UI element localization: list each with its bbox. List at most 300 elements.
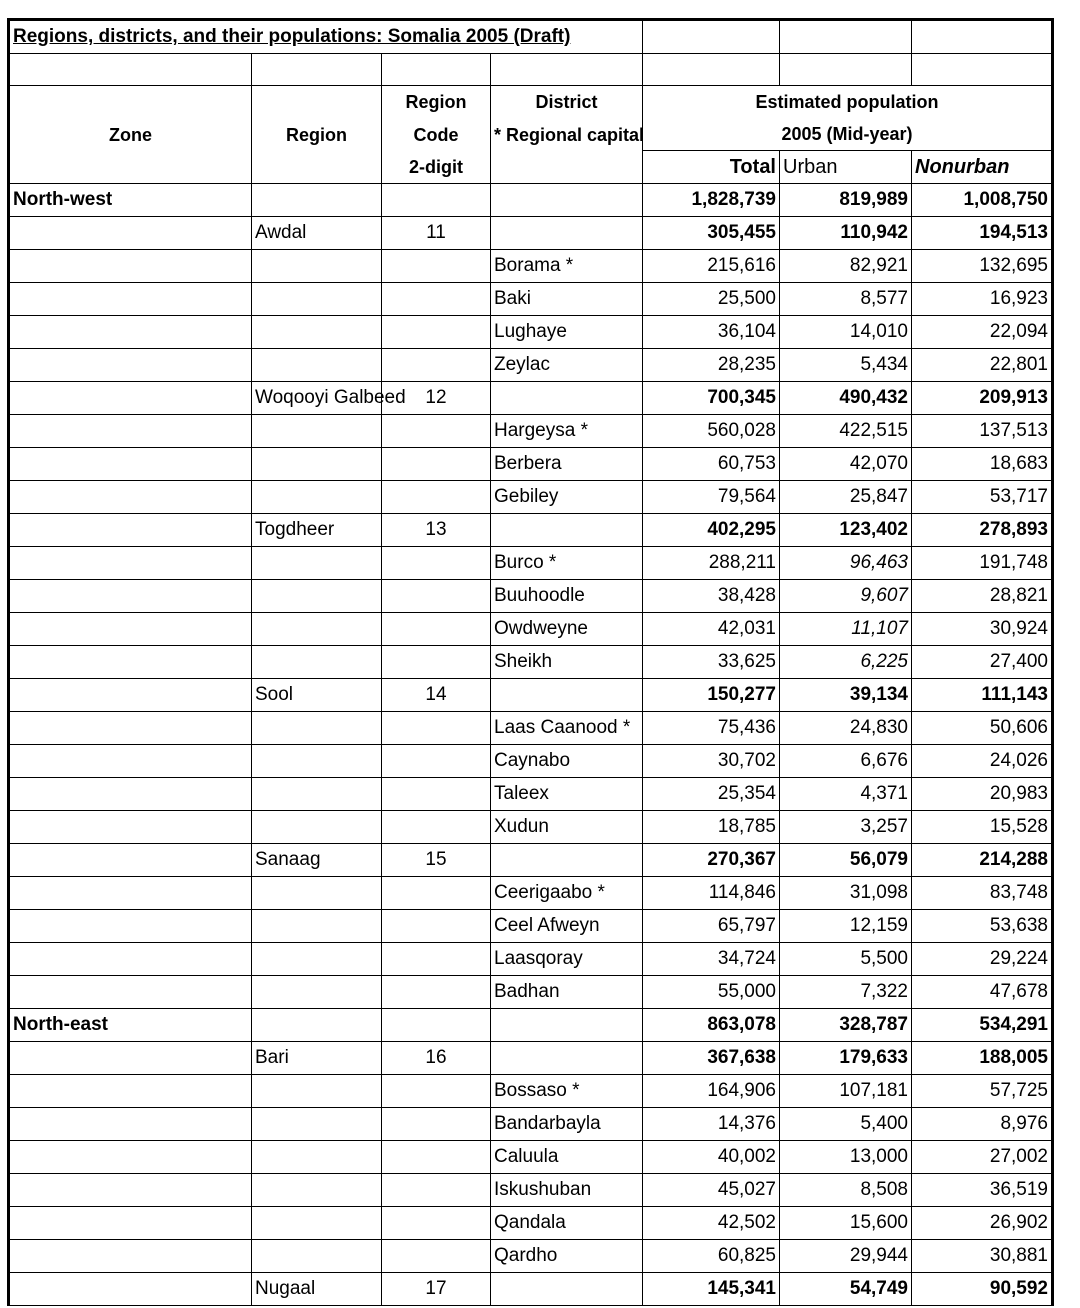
district-cell[interactable] (491, 184, 643, 217)
district-row (9, 547, 1053, 580)
zone-cell[interactable] (9, 580, 252, 613)
urban-cell[interactable]: 6,225 (780, 646, 912, 679)
region-code-cell[interactable] (382, 778, 491, 811)
empty-cell[interactable] (491, 54, 643, 86)
nonurban-cell[interactable]: 132,695 (912, 250, 1053, 283)
estimated-population-header[interactable]: Estimated population (643, 86, 1053, 119)
zone-cell[interactable] (9, 514, 252, 547)
region-code-cell[interactable] (382, 1207, 491, 1240)
nonurban-cell[interactable]: 278,893 (912, 514, 1053, 547)
region-code-cell[interactable] (382, 580, 491, 613)
region-code-cell[interactable] (382, 811, 491, 844)
urban-cell[interactable]: 54,749 (780, 1273, 912, 1306)
district-cell[interactable]: Qardho (491, 1240, 643, 1273)
region-code-cell[interactable]: 16 (382, 1042, 491, 1075)
district-row (9, 283, 1053, 316)
region-code-cell[interactable] (382, 745, 491, 778)
nonurban-cell[interactable]: 53,638 (912, 910, 1053, 943)
urban-cell[interactable]: 13,000 (780, 1141, 912, 1174)
region-cell[interactable] (252, 712, 382, 745)
region-cell[interactable]: Nugaal (252, 1273, 382, 1306)
district-row (9, 481, 1053, 514)
zone-cell[interactable] (9, 349, 252, 382)
district-cell[interactable]: Buuhoodle (491, 580, 643, 613)
region-cell[interactable] (252, 910, 382, 943)
zone-cell[interactable] (9, 217, 252, 250)
zone-cell[interactable] (9, 1075, 252, 1108)
urban-cell[interactable]: 29,944 (780, 1240, 912, 1273)
urban-cell[interactable]: 31,098 (780, 877, 912, 910)
urban-cell[interactable]: 328,787 (780, 1009, 912, 1042)
total-cell[interactable]: 14,376 (643, 1108, 780, 1141)
total-cell[interactable]: 270,367 (643, 844, 780, 877)
district-cell[interactable] (491, 217, 643, 250)
zone-header[interactable]: Zone (9, 118, 252, 151)
region-row (9, 382, 1053, 415)
nonurban-cell[interactable]: 36,519 (912, 1174, 1053, 1207)
nonurban-cell[interactable]: 188,005 (912, 1042, 1053, 1075)
nonurban-cell[interactable]: 57,725 (912, 1075, 1053, 1108)
region-code-cell[interactable] (382, 877, 491, 910)
nonurban-cell[interactable]: 30,881 (912, 1240, 1053, 1273)
region-cell[interactable]: Woqooyi Galbeed (252, 382, 382, 415)
region-code-cell[interactable] (382, 1108, 491, 1141)
region-header-bottom[interactable] (252, 151, 382, 184)
nonurban-cell[interactable]: 534,291 (912, 1009, 1053, 1042)
urban-cell[interactable]: 422,515 (780, 415, 912, 448)
district-row (9, 811, 1053, 844)
district-header-2[interactable]: * Regional capital (491, 118, 643, 151)
empty-cell[interactable] (643, 20, 780, 54)
district-row (9, 349, 1053, 382)
urban-cell[interactable]: 3,257 (780, 811, 912, 844)
urban-cell[interactable]: 5,400 (780, 1108, 912, 1141)
zone-cell[interactable] (9, 415, 252, 448)
region-code-header-2[interactable]: Code (382, 118, 491, 151)
region-cell[interactable] (252, 415, 382, 448)
zone-cell[interactable] (9, 316, 252, 349)
region-cell[interactable] (252, 316, 382, 349)
district-cell[interactable]: Baki (491, 283, 643, 316)
total-cell[interactable]: 150,277 (643, 679, 780, 712)
urban-cell[interactable]: 14,010 (780, 316, 912, 349)
mid-year-header[interactable]: 2005 (Mid-year) (643, 118, 1053, 151)
nonurban-cell[interactable]: 22,094 (912, 316, 1053, 349)
nonurban-cell[interactable]: 83,748 (912, 877, 1053, 910)
district-cell[interactable] (491, 1009, 643, 1042)
district-row (9, 1108, 1053, 1141)
zone-cell[interactable] (9, 646, 252, 679)
nonurban-cell[interactable]: 8,976 (912, 1108, 1053, 1141)
district-cell[interactable] (491, 1273, 643, 1306)
region-code-cell[interactable]: 15 (382, 844, 491, 877)
region-cell[interactable]: Togdheer (252, 514, 382, 547)
region-row (9, 217, 1053, 250)
region-row (9, 1273, 1053, 1306)
region-code-cell[interactable] (382, 547, 491, 580)
region-header-top[interactable] (252, 86, 382, 119)
nonurban-cell[interactable]: 137,513 (912, 415, 1053, 448)
total-cell[interactable]: 60,825 (643, 1240, 780, 1273)
region-code-cell[interactable] (382, 415, 491, 448)
region-code-cell[interactable] (382, 910, 491, 943)
total-cell[interactable]: 1,828,739 (643, 184, 780, 217)
urban-cell[interactable]: 24,830 (780, 712, 912, 745)
region-cell[interactable] (252, 613, 382, 646)
total-cell[interactable]: 28,235 (643, 349, 780, 382)
district-cell[interactable]: Ceel Afweyn (491, 910, 643, 943)
urban-cell[interactable]: 5,500 (780, 943, 912, 976)
urban-cell[interactable]: 25,847 (780, 481, 912, 514)
district-cell[interactable]: Laasqoray (491, 943, 643, 976)
district-cell[interactable]: Bandarbayla (491, 1108, 643, 1141)
region-cell[interactable] (252, 1141, 382, 1174)
urban-cell[interactable]: 15,600 (780, 1207, 912, 1240)
header-row-2 (9, 118, 1053, 151)
district-row (9, 613, 1053, 646)
district-cell[interactable] (491, 1042, 643, 1075)
region-code-cell[interactable] (382, 943, 491, 976)
district-row (9, 877, 1053, 910)
district-cell[interactable]: Badhan (491, 976, 643, 1009)
zone-header-top[interactable] (9, 86, 252, 119)
nonurban-cell[interactable]: 16,923 (912, 283, 1053, 316)
empty-cell[interactable] (252, 54, 382, 86)
district-cell[interactable]: Laas Caanood * (491, 712, 643, 745)
nonurban-cell[interactable]: 26,902 (912, 1207, 1053, 1240)
nonurban-cell[interactable]: 111,143 (912, 679, 1053, 712)
nonurban-cell[interactable]: 27,002 (912, 1141, 1053, 1174)
region-cell[interactable]: Bari (252, 1042, 382, 1075)
district-cell[interactable] (491, 679, 643, 712)
nonurban-cell[interactable]: 22,801 (912, 349, 1053, 382)
region-code-cell[interactable] (382, 250, 491, 283)
total-cell[interactable]: 60,753 (643, 448, 780, 481)
region-cell[interactable] (252, 1009, 382, 1042)
empty-cell[interactable] (643, 54, 780, 86)
district-row (9, 250, 1053, 283)
region-cell[interactable]: Awdal (252, 217, 382, 250)
nonurban-header[interactable]: Nonurban (912, 151, 1053, 184)
total-cell[interactable]: 164,906 (643, 1075, 780, 1108)
zone-cell[interactable] (9, 877, 252, 910)
region-cell[interactable] (252, 1075, 382, 1108)
nonurban-cell[interactable]: 191,748 (912, 547, 1053, 580)
region-code-cell[interactable] (382, 613, 491, 646)
district-cell[interactable]: Xudun (491, 811, 643, 844)
district-row (9, 1075, 1053, 1108)
district-cell[interactable]: Owdweyne (491, 613, 643, 646)
zone-cell[interactable] (9, 712, 252, 745)
district-cell[interactable]: Taleex (491, 778, 643, 811)
nonurban-cell[interactable]: 20,983 (912, 778, 1053, 811)
urban-cell[interactable]: 7,322 (780, 976, 912, 1009)
district-cell[interactable]: Borama * (491, 250, 643, 283)
urban-cell[interactable]: 12,159 (780, 910, 912, 943)
district-cell[interactable]: Lughaye (491, 316, 643, 349)
region-cell[interactable] (252, 778, 382, 811)
region-cell[interactable] (252, 448, 382, 481)
empty-cell[interactable] (780, 20, 912, 54)
zone-cell[interactable] (9, 448, 252, 481)
region-code-cell[interactable]: 13 (382, 514, 491, 547)
urban-cell[interactable]: 6,676 (780, 745, 912, 778)
total-cell[interactable]: 114,846 (643, 877, 780, 910)
region-code-header-1[interactable]: Region (382, 86, 491, 119)
district-row (9, 1240, 1053, 1273)
nonurban-cell[interactable]: 18,683 (912, 448, 1053, 481)
nonurban-cell[interactable]: 24,026 (912, 745, 1053, 778)
total-cell[interactable]: 145,341 (643, 1273, 780, 1306)
total-cell[interactable]: 25,354 (643, 778, 780, 811)
district-row (9, 580, 1053, 613)
district-cell[interactable]: Sheikh (491, 646, 643, 679)
total-cell[interactable]: 38,428 (643, 580, 780, 613)
nonurban-cell[interactable]: 194,513 (912, 217, 1053, 250)
zone-cell[interactable] (9, 1141, 252, 1174)
district-cell[interactable]: Hargeysa * (491, 415, 643, 448)
total-cell[interactable]: 33,625 (643, 646, 780, 679)
total-header[interactable]: Total (643, 151, 780, 184)
nonurban-cell[interactable]: 29,224 (912, 943, 1053, 976)
district-row (9, 415, 1053, 448)
region-code-cell[interactable]: 14 (382, 679, 491, 712)
nonurban-cell[interactable]: 50,606 (912, 712, 1053, 745)
zone-cell[interactable]: North-west (9, 184, 252, 217)
district-cell[interactable]: Caluula (491, 1141, 643, 1174)
region-cell[interactable] (252, 1240, 382, 1273)
total-cell[interactable]: 40,002 (643, 1141, 780, 1174)
region-cell[interactable] (252, 646, 382, 679)
region-cell[interactable] (252, 1108, 382, 1141)
empty-cell[interactable] (912, 20, 1053, 54)
district-row (9, 646, 1053, 679)
district-cell[interactable]: Bossaso * (491, 1075, 643, 1108)
empty-cell[interactable] (780, 54, 912, 86)
urban-cell[interactable]: 107,181 (780, 1075, 912, 1108)
nonurban-cell[interactable]: 214,288 (912, 844, 1053, 877)
zone-cell[interactable] (9, 1207, 252, 1240)
region-cell[interactable] (252, 184, 382, 217)
region-cell[interactable] (252, 877, 382, 910)
zone-cell[interactable] (9, 1240, 252, 1273)
zone-header-bottom[interactable] (9, 151, 252, 184)
district-cell[interactable]: Burco * (491, 547, 643, 580)
region-code-cell[interactable] (382, 1075, 491, 1108)
district-header-1[interactable]: District (491, 86, 643, 119)
urban-cell[interactable]: 39,134 (780, 679, 912, 712)
total-cell[interactable]: 288,211 (643, 547, 780, 580)
total-cell[interactable]: 402,295 (643, 514, 780, 547)
zone-cell[interactable] (9, 1174, 252, 1207)
region-code-cell[interactable] (382, 1240, 491, 1273)
total-cell[interactable]: 36,104 (643, 316, 780, 349)
region-cell[interactable]: Sanaag (252, 844, 382, 877)
empty-cell[interactable] (912, 54, 1053, 86)
nonurban-cell[interactable]: 53,717 (912, 481, 1053, 514)
region-code-cell[interactable] (382, 481, 491, 514)
urban-cell[interactable]: 11,107 (780, 613, 912, 646)
region-cell[interactable] (252, 283, 382, 316)
zone-row (9, 184, 1053, 217)
urban-header[interactable]: Urban (780, 151, 912, 184)
urban-cell[interactable]: 110,942 (780, 217, 912, 250)
total-cell[interactable]: 42,502 (643, 1207, 780, 1240)
district-cell[interactable] (491, 844, 643, 877)
nonurban-cell[interactable]: 47,678 (912, 976, 1053, 1009)
district-header-bottom[interactable] (491, 151, 643, 184)
total-cell[interactable]: 55,000 (643, 976, 780, 1009)
district-row (9, 745, 1053, 778)
region-row (9, 1042, 1053, 1075)
header-row-3 (9, 151, 1053, 184)
total-cell[interactable]: 79,564 (643, 481, 780, 514)
zone-cell[interactable] (9, 613, 252, 646)
region-code-cell[interactable] (382, 316, 491, 349)
zone-cell[interactable] (9, 943, 252, 976)
total-cell[interactable]: 25,500 (643, 283, 780, 316)
district-row (9, 712, 1053, 745)
district-cell[interactable]: Berbera (491, 448, 643, 481)
region-cell[interactable] (252, 250, 382, 283)
total-cell[interactable]: 863,078 (643, 1009, 780, 1042)
urban-cell[interactable]: 179,633 (780, 1042, 912, 1075)
total-cell[interactable]: 45,027 (643, 1174, 780, 1207)
district-cell[interactable]: Qandala (491, 1207, 643, 1240)
zone-cell[interactable] (9, 811, 252, 844)
total-cell[interactable]: 367,638 (643, 1042, 780, 1075)
urban-cell[interactable]: 123,402 (780, 514, 912, 547)
district-row (9, 778, 1053, 811)
zone-cell[interactable] (9, 778, 252, 811)
district-cell[interactable]: Zeylac (491, 349, 643, 382)
region-row (9, 679, 1053, 712)
region-code-cell[interactable] (382, 184, 491, 217)
urban-cell[interactable]: 4,371 (780, 778, 912, 811)
urban-cell[interactable]: 8,577 (780, 283, 912, 316)
zone-cell[interactable] (9, 1042, 252, 1075)
total-cell[interactable]: 42,031 (643, 613, 780, 646)
total-cell[interactable]: 18,785 (643, 811, 780, 844)
empty-cell[interactable] (382, 54, 491, 86)
district-cell[interactable] (491, 514, 643, 547)
population-table (7, 18, 1054, 1306)
urban-cell[interactable]: 490,432 (780, 382, 912, 415)
blank-row (9, 54, 1053, 86)
region-cell[interactable] (252, 349, 382, 382)
urban-cell[interactable]: 56,079 (780, 844, 912, 877)
zone-cell[interactable] (9, 547, 252, 580)
nonurban-cell[interactable]: 1,008,750 (912, 184, 1053, 217)
district-cell[interactable]: Gebiley (491, 481, 643, 514)
region-code-header-3[interactable]: 2-digit (382, 151, 491, 184)
urban-cell[interactable]: 819,989 (780, 184, 912, 217)
title-row (9, 20, 1053, 54)
district-cell[interactable]: Ceerigaabo * (491, 877, 643, 910)
urban-cell[interactable]: 82,921 (780, 250, 912, 283)
zone-cell[interactable] (9, 1108, 252, 1141)
header-row-1 (9, 86, 1053, 119)
region-cell[interactable] (252, 1207, 382, 1240)
total-cell[interactable]: 75,436 (643, 712, 780, 745)
region-code-cell[interactable] (382, 1009, 491, 1042)
urban-cell[interactable]: 8,508 (780, 1174, 912, 1207)
district-cell[interactable]: Caynabo (491, 745, 643, 778)
region-code-cell[interactable]: 12 (382, 382, 491, 415)
nonurban-cell[interactable]: 90,592 (912, 1273, 1053, 1306)
nonurban-cell[interactable]: 15,528 (912, 811, 1053, 844)
nonurban-cell[interactable]: 209,913 (912, 382, 1053, 415)
zone-cell[interactable] (9, 382, 252, 415)
region-code-cell[interactable]: 17 (382, 1273, 491, 1306)
zone-cell[interactable] (9, 910, 252, 943)
zone-cell[interactable] (9, 481, 252, 514)
nonurban-cell[interactable]: 27,400 (912, 646, 1053, 679)
total-cell[interactable]: 700,345 (643, 382, 780, 415)
region-cell[interactable] (252, 481, 382, 514)
region-code-cell[interactable]: 11 (382, 217, 491, 250)
region-code-cell[interactable] (382, 1141, 491, 1174)
district-cell[interactable]: Iskushuban (491, 1174, 643, 1207)
total-cell[interactable]: 65,797 (643, 910, 780, 943)
region-header[interactable]: Region (252, 118, 382, 151)
zone-cell[interactable] (9, 745, 252, 778)
district-row (9, 976, 1053, 1009)
region-code-cell[interactable] (382, 283, 491, 316)
total-cell[interactable]: 30,702 (643, 745, 780, 778)
district-row (9, 910, 1053, 943)
total-cell[interactable]: 560,028 (643, 415, 780, 448)
region-cell[interactable]: Sool (252, 679, 382, 712)
region-code-cell[interactable] (382, 646, 491, 679)
zone-cell[interactable] (9, 679, 252, 712)
region-cell[interactable] (252, 745, 382, 778)
region-code-cell[interactable] (382, 976, 491, 1009)
zone-cell[interactable] (9, 976, 252, 1009)
zone-cell[interactable] (9, 250, 252, 283)
region-code-cell[interactable] (382, 448, 491, 481)
district-row (9, 1207, 1053, 1240)
region-cell[interactable] (252, 547, 382, 580)
total-cell[interactable]: 215,616 (643, 250, 780, 283)
urban-cell[interactable]: 96,463 (780, 547, 912, 580)
nonurban-cell[interactable]: 30,924 (912, 613, 1053, 646)
region-cell[interactable] (252, 811, 382, 844)
district-row (9, 316, 1053, 349)
urban-cell[interactable]: 5,434 (780, 349, 912, 382)
zone-cell[interactable] (9, 844, 252, 877)
urban-cell[interactable]: 9,607 (780, 580, 912, 613)
urban-cell[interactable]: 42,070 (780, 448, 912, 481)
zone-cell[interactable]: North-east (9, 1009, 252, 1042)
total-cell[interactable]: 34,724 (643, 943, 780, 976)
region-cell[interactable] (252, 1174, 382, 1207)
region-code-cell[interactable] (382, 349, 491, 382)
region-code-cell[interactable] (382, 712, 491, 745)
zone-cell[interactable] (9, 1273, 252, 1306)
region-cell[interactable] (252, 976, 382, 1009)
empty-cell[interactable] (9, 54, 252, 86)
region-cell[interactable] (252, 580, 382, 613)
sheet-title[interactable]: Regions, districts, and their populations: Somalia 2005 (Draft) (9, 20, 643, 54)
district-row (9, 448, 1053, 481)
zone-cell[interactable] (9, 283, 252, 316)
region-cell[interactable] (252, 943, 382, 976)
region-code-cell[interactable] (382, 1174, 491, 1207)
nonurban-cell[interactable]: 28,821 (912, 580, 1053, 613)
total-cell[interactable]: 305,455 (643, 217, 780, 250)
district-cell[interactable] (491, 382, 643, 415)
